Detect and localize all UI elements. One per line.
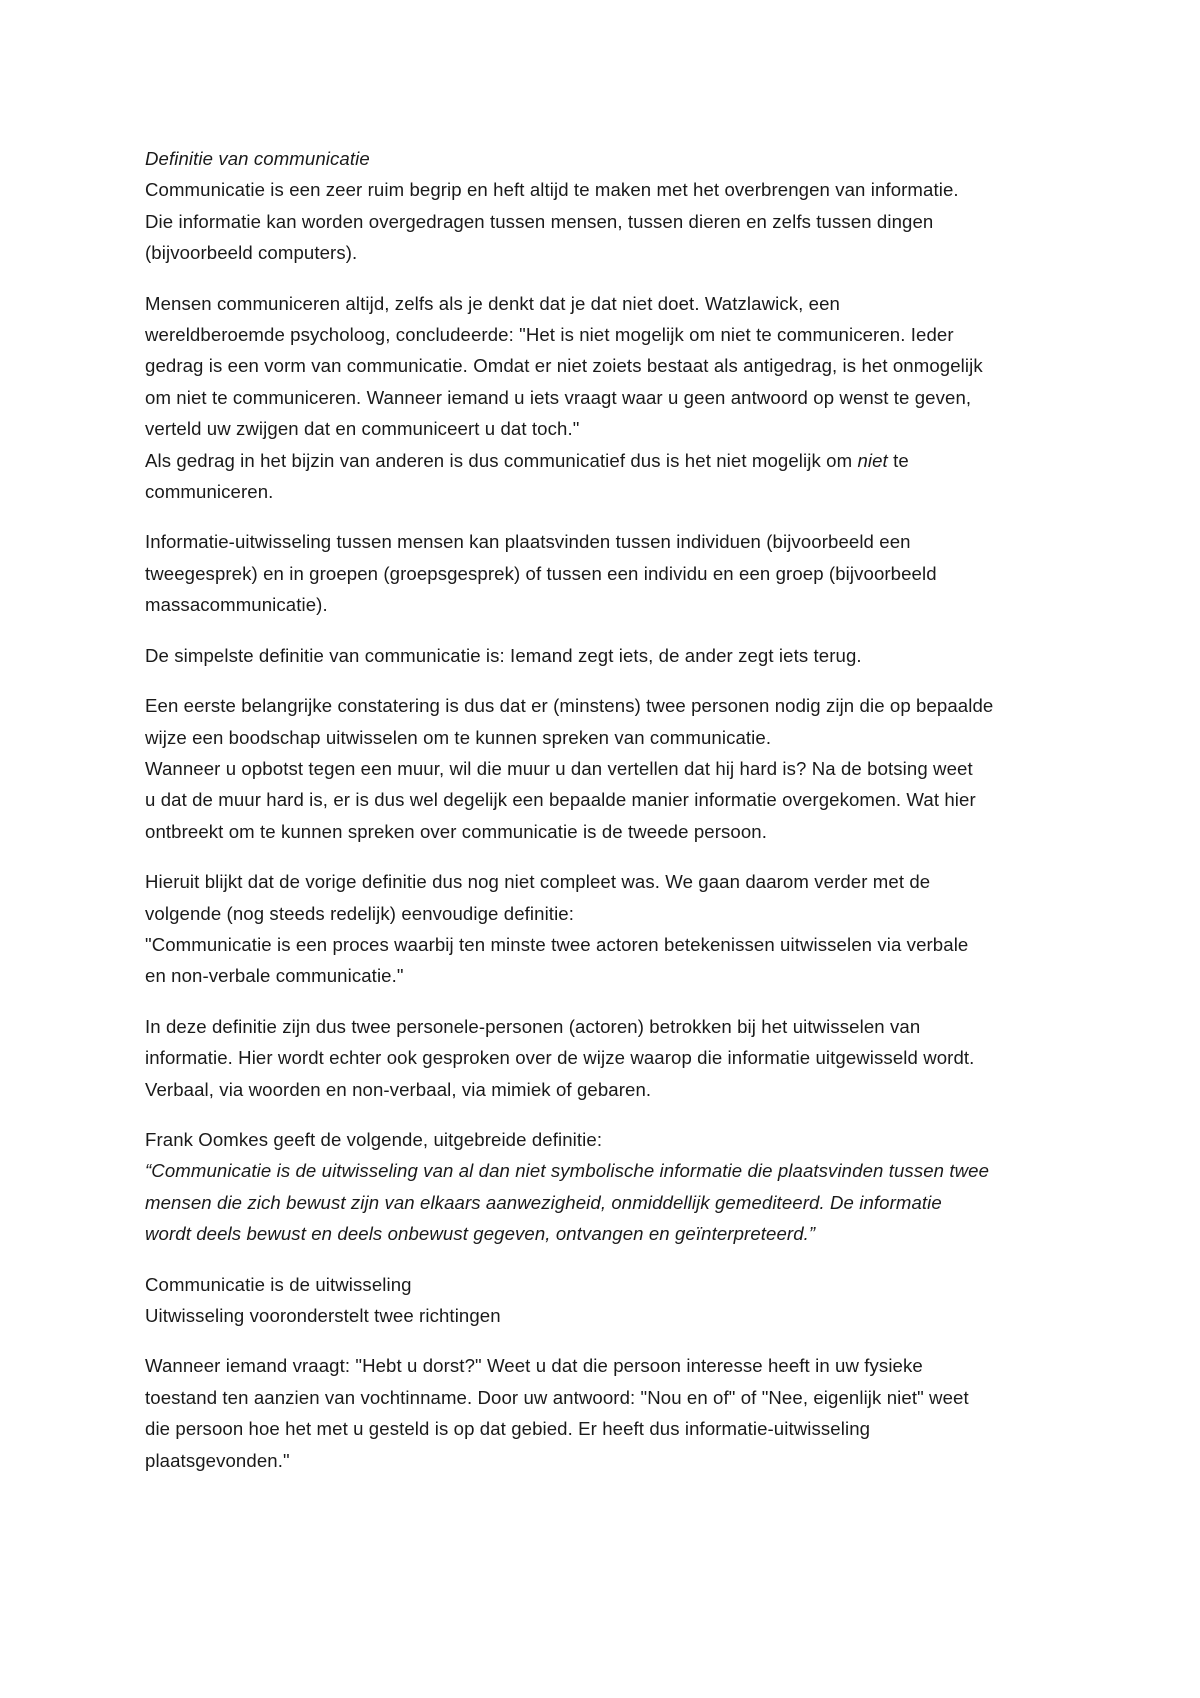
paragraph-line: om niet te communiceren. Wanneer iemand u iets vraagt waar u geen antwoord op wenst te geven, [145,386,972,408]
paragraph-line-mixed [145,445,1065,476]
paragraph-informatie-uitwisseling [145,526,1065,620]
section-1 [145,143,1065,269]
paragraph-line: Wanneer u opbotst tegen een muur, wil die muur u dan vertellen dat hij hard is? Na de botsing weet [145,757,973,779]
paragraph-line: Wanneer iemand vraagt: "Hebt u dorst?" Weet u dat die persoon interesse heeft in uw fysieke [145,1355,923,1377]
paragraph-line: Communicatie is de uitwisseling [145,1273,412,1295]
emphasis-text: niet [857,449,888,471]
paragraph-line: wijze een boodschap uitwisselen om te kunnen spreken van communicatie. [145,726,772,748]
paragraph-line: communiceren. [145,481,274,503]
paragraph-uitwisseling [145,1269,1065,1332]
paragraph-line: Uitwisseling vooronderstelt twee richtingen [145,1305,501,1326]
paragraph-watzlawick [145,288,1065,508]
paragraph-line: Verbaal, via woorden en non-verbaal, via mimiek of gebaren. [145,1078,652,1100]
paragraph-line: Hieruit blijkt dat de vorige definitie dus nog niet compleet was. We gaan daarom verder met de [145,871,931,893]
paragraph-line: Een eerste belangrijke constatering is dus dat er (minstens) twee personen nodig zijn die op bepaalde [145,695,994,717]
paragraph-vorige-definitie [145,866,1065,992]
paragraph-line: Mensen communiceren altijd, zelfs als je denkt dat je dat niet doet. Watzlawick, een [145,292,840,314]
paragraph-line: Informatie-uitwisseling tussen mensen kan plaatsvinden tussen individuen (bijvoorbeeld een [145,531,911,553]
paragraph-constatering [145,690,1065,847]
text-run: te [887,449,909,471]
paragraph-line: informatie. Hier wordt echter ook gesproken over de wijze waarop die informatie uitgewisseld wordt. [145,1047,975,1069]
paragraph-line: Communicatie is een zeer ruim begrip en heft altijd te maken met het overbrengen van informatie. [145,179,959,201]
quote-line: mensen die zich bewust zijn van elkaars aanwezigheid, onmiddellijk gemediteerd. De informatie [145,1191,942,1213]
paragraph-line: wereldberoemde psycholoog, concludeerde: "Het is niet mogelijk om niet te communiceren. Ieder [145,324,954,346]
paragraph-oomkes [145,1124,1065,1250]
paragraph-line: u dat de muur hard is, er is dus wel degelijk een bepaalde manier informatie overgekomen. Wat hier [145,789,976,811]
paragraph-line: toestand ten aanzien van vochtinname. Door uw antwoord: "Nou en of" of "Nee, eigenlijk niet" weet [145,1386,969,1408]
paragraph-line: In deze definitie zijn dus twee personele-personen (actoren) betrokken bij het uitwisselen van [145,1015,921,1037]
text-run: Als gedrag in het bijzin van anderen is dus communicatief dus is het niet mogelijk om [145,449,858,471]
paragraph-line: verteld uw zwijgen dat en communiceert u dat toch." [145,418,580,440]
paragraph-line: Die informatie kan worden overgedragen tussen mensen, tussen dieren en zelfs tussen dingen [145,210,934,232]
paragraph-line: Frank Oomkes geeft de volgende, uitgebreide definitie: [145,1128,603,1150]
paragraph-dorst-voorbeeld [145,1350,1065,1476]
paragraph-line: "Communicatie is een proces waarbij ten minste twee actoren betekenissen uitwisselen via verbale [145,933,969,955]
paragraph-line: en non-verbale communicatie." [145,965,404,987]
document-heading: Definitie van communicatie [145,148,370,169]
quote-line: “Communicatie is de uitwisseling van al dan niet symbolische informatie die plaatsvinden tussen twee [145,1160,990,1182]
paragraph-line: volgende (nog steeds redelijk) eenvoudige definitie: [145,902,575,924]
document-body [145,143,1065,1495]
paragraph-simpelste-definitie [145,640,1065,671]
paragraph-line: plaatsgevonden." [145,1449,290,1471]
paragraph-line: De simpelste definitie van communicatie is: Iemand zegt iets, de ander zegt iets terug. [145,644,862,666]
paragraph-line: die persoon hoe het met u gesteld is op dat gebied. Er heeft dus informatie-uitwisseling [145,1418,871,1440]
paragraph-line: massacommunicatie). [145,594,328,616]
paragraph-line: gedrag is een vorm van communicatie. Omdat er niet zoiets bestaat als antigedrag, is het onmogelijk [145,355,983,377]
paragraph-line: ontbreekt om te kunnen spreken over communicatie is de tweede persoon. [145,820,767,842]
paragraph-actoren [145,1011,1065,1105]
paragraph-line: (bijvoorbeeld computers). [145,242,358,264]
paragraph-line: tweegesprek) en in groepen (groepsgesprek) of tussen een individu en een groep (bijvoorbeeld [145,562,937,584]
quote-line: wordt deels bewust en deels onbewust gegeven, ontvangen en geïnterpreteerd.” [145,1223,816,1245]
